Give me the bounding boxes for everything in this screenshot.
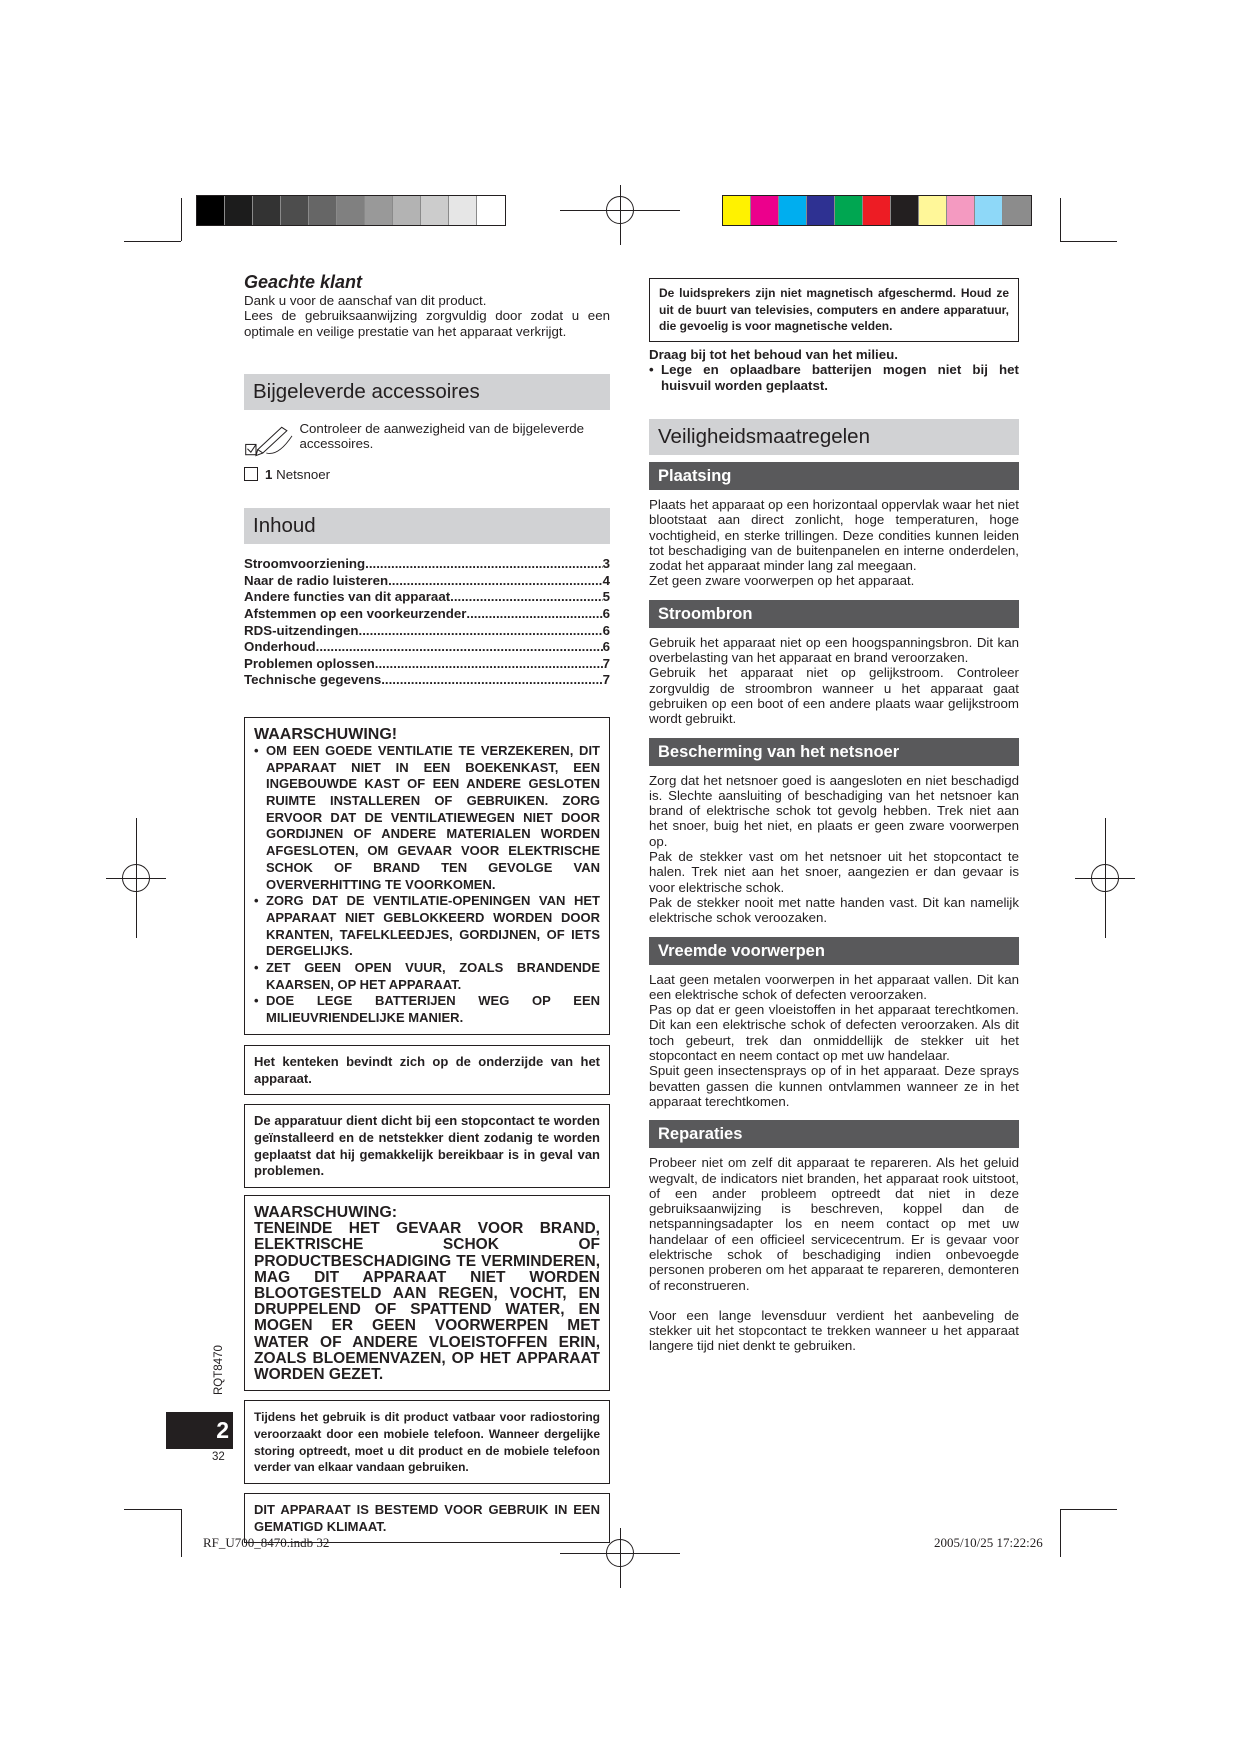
toc-page: 6 xyxy=(602,639,610,655)
section-paragraph: Voor een lange levensduur verdient het aanbeveling de stekker uit het stopcontact te trekken wanneer u het apparaat langere tijd niet denkt te gebruiken. xyxy=(649,1307,1019,1354)
toc-label: Technische gegevens xyxy=(244,672,382,688)
accessory-qty: 1 xyxy=(265,466,273,482)
grayscale-swatch xyxy=(309,196,337,225)
warning-item: • OM EEN GOEDE VENTILATIE TE VERZEKEREN, DIT APPARAAT NIET IN EEN BOEKENKAST, EEN INGEBOUWDE KAST OF EEN ANDERE GESLOTEN RUIMTE INSTALLEREN OF GEBRUIKEN. ZORG ERVOOR DAT DE VENTILATIEWEGEN NIET DOOR GORDIJNEN OF ANDERE MATERIALEN WORDEN AFGESLOTEN, OM GEVAAR VOOR ELEKTRISCHE SCHOK OF BRAND TEN GEVOLGE VAN OVERVERHITTING TE VOORKOMEN. xyxy=(254,743,600,893)
warning-item: • DOE LEGE BATTERIJEN WEG OP EEN MILIEUVRIENDELIJKE MANIER. xyxy=(254,993,600,1026)
climate-note-text: DIT APPARAAT IS BESTEMD VOOR GEBRUIK IN EEN GEMATIGD KLIMAAT. xyxy=(254,1501,600,1534)
toc-page: 6 xyxy=(602,622,610,638)
environment-line: Draag bij tot het behoud van het milieu. xyxy=(649,347,898,363)
safety-heading: Veiligheidsmaatregelen xyxy=(649,419,1019,455)
toc-page: 5 xyxy=(602,589,610,605)
marking-note xyxy=(244,1045,610,1095)
section-paragraph: Pas op dat er geen vloeistoffen in het apparaat terechtkomen. Dit kan een elektrische schok of defecten veroorzaken. Als dit toch gebeurt, trek dan onmiddellijk de stekker uit het stopcontact en neem contact op met uw handelaar. xyxy=(649,1002,1019,1064)
color-swatch xyxy=(947,196,975,225)
grayscale-swatch xyxy=(253,196,281,225)
color-swatch xyxy=(975,196,1003,225)
grayscale-swatch xyxy=(337,196,365,225)
toc-page: 7 xyxy=(602,672,610,688)
document-code: RQT8470 xyxy=(213,1345,225,1395)
contents-heading: Inhoud xyxy=(244,508,610,544)
toc-page: 3 xyxy=(602,556,610,572)
grayscale-swatch xyxy=(477,196,505,225)
color-swatch xyxy=(779,196,807,225)
warning-item: • ZORG DAT DE VENTILATIE-OPENINGEN VAN HET APPARAAT NIET GEBLOKKEERD WORDEN DOOR KRANTEN, TAFELKLEEDJES, GORDIJNEN, OF IETS DERGELIJKS. xyxy=(254,893,600,960)
safety-sections xyxy=(649,462,1019,1354)
warning-box xyxy=(244,717,610,1035)
grayscale-swatch xyxy=(365,196,393,225)
footer-file: RF_U700_8470.indb 32 xyxy=(203,1535,330,1550)
accessories-note: Controleer de aanwezigheid van de bijgeleverde accessoires. xyxy=(299,420,585,452)
grayscale-swatch xyxy=(197,196,225,225)
greeting-title: Geachte klant xyxy=(244,272,363,292)
phone-note xyxy=(244,1400,610,1484)
grayscale-swatch xyxy=(393,196,421,225)
toc-leader xyxy=(365,556,602,573)
section-paragraph: Zet geen zware voorwerpen op het apparaat. xyxy=(649,573,915,589)
toc-entry[interactable] xyxy=(244,606,610,623)
section-paragraph: Zorg dat het netsnoer goed is aangesloten en niet beschadigd is. Slechte aansluiting of beschadiging van het netsnoer kan brand of elektrische schok tot gevolg hebben. Trek niet aan het snoer, buig het niet, en plaats er geen zware voorwerpen op. xyxy=(649,772,1019,849)
grayscale-color-bar xyxy=(196,195,506,226)
color-swatch xyxy=(751,196,779,225)
toc-leader xyxy=(450,589,602,606)
color-swatch xyxy=(1003,196,1031,225)
color-swatch xyxy=(835,196,863,225)
marking-note-text: Het kenteken bevindt zich op de onderzijde van het apparaat. xyxy=(254,1053,600,1086)
warning-title: WAARSCHUWING! xyxy=(254,725,398,743)
warning2-title: WAARSCHUWING: xyxy=(254,1204,398,1222)
grayscale-swatch xyxy=(449,196,477,225)
toc-label: Stroomvoorziening xyxy=(244,556,366,572)
toc-label: Problemen oplossen xyxy=(244,655,375,671)
toc-leader xyxy=(381,672,602,689)
toc-leader xyxy=(466,606,602,623)
section-paragraph: Pak de stekker nooit met natte handen vast. Dit kan namelijk elektrische schok veroozaken. xyxy=(649,894,1019,926)
toc-entry[interactable] xyxy=(244,556,610,573)
toc-leader xyxy=(375,656,603,673)
grayscale-swatch xyxy=(225,196,253,225)
toc-page: 4 xyxy=(602,572,610,588)
page-number: 32 xyxy=(212,1451,225,1463)
section-heading: Bescherming van het netsnoer xyxy=(649,738,1019,766)
magnet-note xyxy=(649,278,1019,342)
phone-note-text: Tijdens het gebruik is dit product vatbaar voor radiostoring veroorzaakt door een mobiele telefoon. Wanneer dergelijke storing optreedt, moet u dit product en de mobiele telefoon verder van elkaar vandaan gebruiken. xyxy=(254,1410,600,1475)
section-paragraph: Plaats het apparaat op een horizontaal oppervlak waar het niet blootstaat aan direct zonlicht, hoge temperaturen, hoge vochtigheid, en sterke trillingen. Deze condities kunnen leiden tot beschadiging van de buitenpanelen en interne onderdelen, zodat het apparaat minder lang zal meegaan. xyxy=(649,497,1019,574)
toc-label: RDS-uitzendingen xyxy=(244,622,359,638)
socket-note-text: De apparatuur dient dicht bij een stopcontact te worden geïnstalleerd en de netstekker dient zodanig te worden geplaatst dat hij gemakkelijk bereikbaar is in geval van problemen. xyxy=(254,1113,600,1179)
accessory-name: Netsnoer xyxy=(276,466,331,482)
toc-leader xyxy=(388,573,602,590)
battery-line-text: Lege en oplaadbare batterijen mogen niet bij het huisvuil worden geplaatst. xyxy=(661,362,1019,393)
section-paragraph: Spuit geen insectensprays op of in het apparaat. Deze sprays bevatten gassen die kunnen ontvlammen wanneer ze in het apparaat terechtkomen. xyxy=(649,1063,1019,1109)
toc-entry[interactable] xyxy=(244,589,610,606)
footer-timestamp: 2005/10/25 17:22:26 xyxy=(934,1535,1043,1550)
color-swatch xyxy=(891,196,919,225)
section-paragraph: Pak de stekker vast om het netsnoer uit het stopcontact te halen. Trek niet aan het snoer, aangezien er dan gevaar is voor elektrische schok. xyxy=(649,849,1019,895)
toc-label: Onderhoud xyxy=(244,639,316,655)
color-swatch xyxy=(863,196,891,225)
toc-entry[interactable] xyxy=(244,672,610,689)
greeting-text: Dank u voor de aanschaf van dit product. Lees de gebruiksaanwijzing zorgvuldig door zodat u een optimale en veilige prestatie van het apparaat verkrijgt. xyxy=(244,293,610,339)
warning-box-2 xyxy=(244,1195,610,1391)
color-swatch xyxy=(919,196,947,225)
accessories-check xyxy=(244,421,610,461)
warning2-text: TENEINDE HET GEVAAR VOOR BRAND, ELEKTRISCHE SCHOK OF PRODUCTBESCHADIGING TE VERMINDEREN, MAG DIT APPARAAT NIET WORDEN BLOOTGESTELD AAN REGEN, VOCHT, EN DRUPPELEND OF SPATTEND WATER, EN MOGEN ER GEEN VOORWERPEN MET WATER OF ANDERE VLOEISTOFFEN ERIN, ZOALS BLOEMENVAZEN, OP HET APPARAAT WORDEN GEZET. xyxy=(254,1220,600,1383)
toc-label: Afstemmen op een voorkeurzender xyxy=(244,605,467,621)
pencil-check-icon xyxy=(244,421,295,461)
section-paragraph: Probeer niet om zelf dit apparaat te repareren. Als het geluid wegvalt, de indicators niet branden, het apparaat rook uitstoot, of een ander probleem optreedt dat niet in deze gebruiksaanwijzing is beschreven, koppel dan de netspanningsadapter los en neem contact op met uw handelaar of een officieel servicecentrum. Er is gevaar voor elektrische schok of beschadiging indien onbevoegde personen proberen om het apparaat te repareren, demonteren of reconstrueren. xyxy=(649,1155,1019,1293)
page-tab: 2 xyxy=(166,1412,233,1449)
toc-leader xyxy=(359,623,603,640)
toc-entry[interactable] xyxy=(244,623,610,640)
section-paragraph: Laat geen metalen voorwerpen in het apparaat vallen. Dit kan een elektrische schok of defecten veroorzaken. xyxy=(649,971,1019,1002)
table-of-contents xyxy=(244,556,610,689)
grayscale-swatch xyxy=(281,196,309,225)
section-paragraph: Gebruik het apparaat niet op gelijkstroom. Controleer zorgvuldig de stroombron wanneer u het apparaat gaat gebruiken op een boot of een andere plaats waar gelijkstroom wordt gebruikt. xyxy=(649,665,1019,727)
grayscale-swatch xyxy=(421,196,449,225)
toc-entry[interactable] xyxy=(244,573,610,590)
section-paragraph: Gebruik het apparaat niet op een hoogspanningsbron. Dit kan overbelasting van het apparaat en brand veroorzaken. xyxy=(649,634,1019,666)
toc-label: Naar de radio luisteren xyxy=(244,572,389,588)
process-color-bar xyxy=(722,195,1032,226)
toc-entry[interactable] xyxy=(244,639,610,656)
right-column xyxy=(649,278,1019,1354)
toc-page: 7 xyxy=(602,655,610,671)
color-swatch xyxy=(723,196,751,225)
magnet-note-text: De luidsprekers zijn niet magnetisch afgeschermd. Houd ze uit de buurt van televisies, computers en andere apparatuur, die gevoelig is voor magnetische velden. xyxy=(659,286,1009,334)
warning-item: • ZET GEEN OPEN VUUR, ZOALS BRANDENDE KAARSEN, OP HET APPARAAT. xyxy=(254,960,600,993)
toc-entry[interactable] xyxy=(244,656,610,673)
section-heading: Vreemde voorwerpen xyxy=(649,937,1019,965)
checkbox-icon xyxy=(244,467,258,481)
toc-leader xyxy=(316,639,603,656)
battery-line: • Lege en oplaadbare batterijen mogen niet bij het huisvuil worden geplaatst. xyxy=(649,362,1019,393)
toc-label: Andere functies van dit apparaat xyxy=(244,589,451,605)
socket-note xyxy=(244,1104,610,1188)
left-column xyxy=(244,271,610,1543)
section-heading: Plaatsing xyxy=(649,462,1019,490)
accessories-heading: Bijgeleverde accessoires xyxy=(244,374,610,410)
toc-page: 6 xyxy=(602,605,610,621)
accessory-item xyxy=(244,467,610,482)
section-heading: Reparaties xyxy=(649,1120,1019,1148)
color-swatch xyxy=(807,196,835,225)
section-heading: Stroombron xyxy=(649,600,1019,628)
